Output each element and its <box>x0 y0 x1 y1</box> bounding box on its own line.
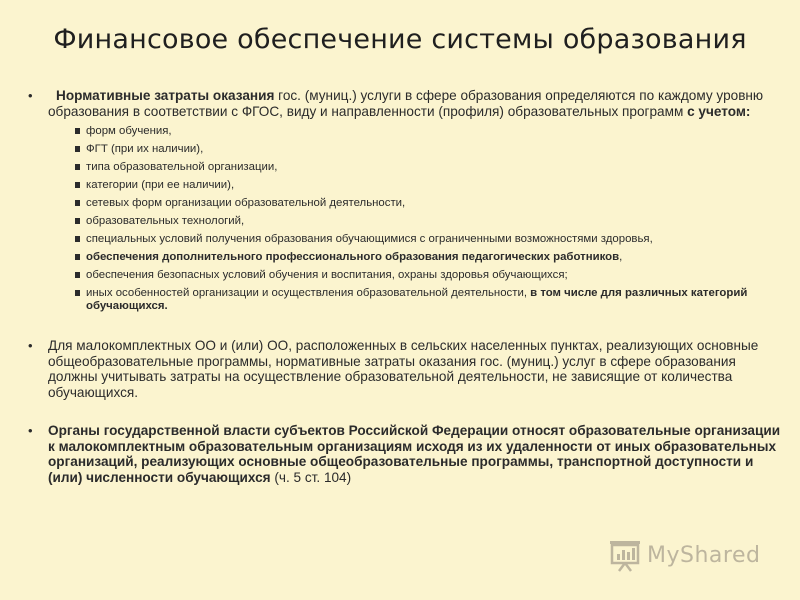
myshared-logo <box>607 537 760 573</box>
square-bullet-icon <box>75 128 80 134</box>
list-item: обеспечения дополнительного профессионального образования педагогических работников, <box>48 251 782 264</box>
small-schools-text: Для малокомплектных ОО и (или) ОО, расположенных в сельских населенных пунктах, реализующих основные общеобразовательные программы, нормативные затраты оказания гос. (муниц.) услуг в сфере образования должны учитывать затраты на осуществление образовательной деятельности, не зависящие от количества обучающихся. <box>48 338 759 400</box>
square-bullet-icon <box>75 236 80 242</box>
authorities-reference: (ч. 5 ст. 104) <box>270 469 352 485</box>
factors-list <box>48 125 782 313</box>
list-item: категории (при ее наличии), <box>48 179 782 192</box>
normative-costs-bold: Нормативные затраты оказания <box>56 88 275 103</box>
square-bullet-icon <box>75 146 80 152</box>
list-item: специальных условий получения образования обучающимися с ограниченными возможностями здоровья, <box>48 233 782 246</box>
list-item: типа образовательной организации, <box>48 161 782 174</box>
square-bullet-icon <box>75 182 80 188</box>
paragraph-authorities <box>22 423 782 485</box>
square-bullet-icon <box>75 272 80 278</box>
square-bullet-icon <box>75 290 80 296</box>
square-bullet-icon <box>75 254 80 260</box>
presentation-chart-icon <box>607 537 643 573</box>
list-item: ФГТ (при их наличии), <box>48 143 782 156</box>
list-item: обеспечения безопасных условий обучения и воспитания, охраны здоровья обучающихся; <box>48 269 782 282</box>
square-bullet-icon <box>75 164 80 170</box>
list-item: сетевых форм организации образовательной деятельности, <box>48 197 782 210</box>
bullet-icon: • <box>28 423 33 438</box>
normative-costs-bold-tail: с учетом: <box>687 103 751 119</box>
slide-title: Финансовое обеспечение системы образования <box>53 24 747 55</box>
list-item: иных особенностей организации и осуществления образовательной деятельности, в том числе для различных категорий обучающихся. <box>48 287 782 313</box>
normative-costs-text: гос. (муниц.) услуги в сфере образования определяются по каждому уровню образования в соответствии с ФГОС, виду и направленности (профиля) образовательных программ <box>48 88 764 119</box>
paragraph-normative-costs <box>22 88 782 313</box>
bullet-icon: • <box>28 88 33 103</box>
bullet-icon: • <box>28 338 33 353</box>
logo-text: MyShared <box>647 542 761 568</box>
main-bullet-list <box>22 88 782 485</box>
paragraph-small-schools <box>22 338 782 400</box>
list-item: образовательных технологий, <box>48 215 782 228</box>
list-item: форм обучения, <box>48 125 782 138</box>
square-bullet-icon <box>75 200 80 206</box>
authorities-bold: Органы государственной власти субъектов Российской Федерации относят образовательные организации к малокомплектным образовательным организациям исходя из их удаленности от иных образовательных организаций, реализующих основные общеобразовательные программы, транспортной доступности и (или) численности обучающихся <box>48 423 781 485</box>
square-bullet-icon <box>75 218 80 224</box>
